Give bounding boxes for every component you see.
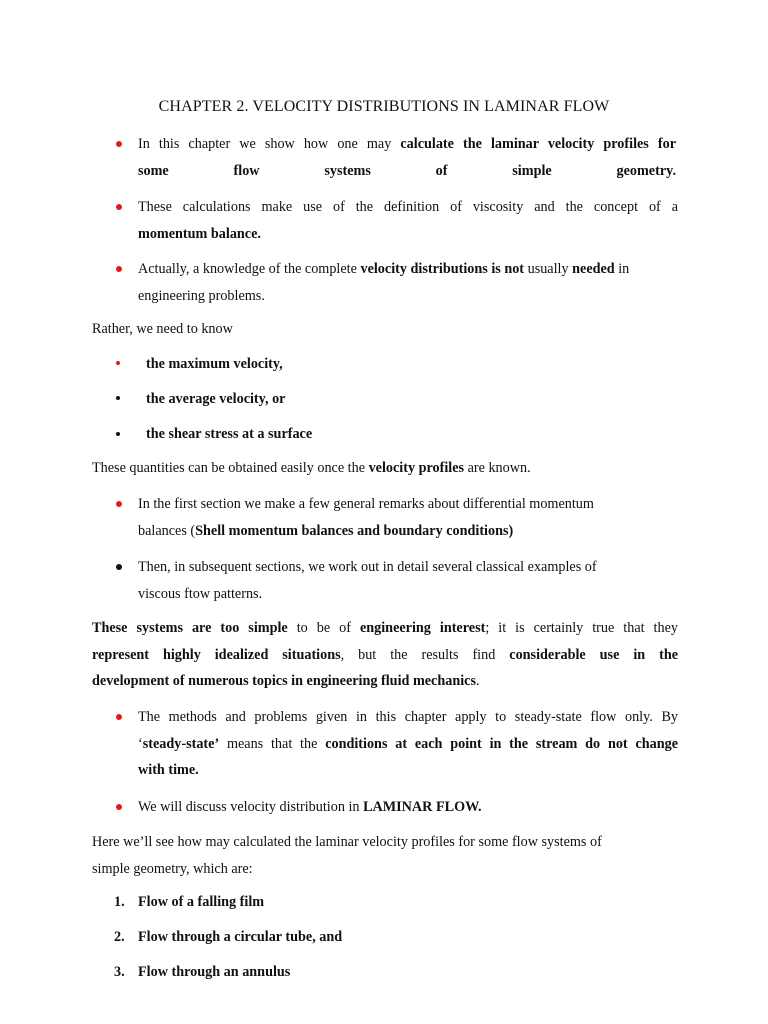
bullet-dot <box>116 714 122 720</box>
intro-bullet-2 <box>138 194 678 247</box>
bold-run: conditions at each point in the stream do not change <box>325 735 679 752</box>
bold-run: engineering interest <box>359 620 486 636</box>
text-run: viscous ftow patterns. <box>138 585 263 602</box>
text-run: Actually, a knowledge of the complete <box>138 261 361 277</box>
bold-run: with time. <box>138 762 199 778</box>
bold-run: represent highly idealized situations <box>92 646 341 663</box>
section-bullet-1 <box>138 491 678 544</box>
know-item-3: the shear stress at a surface <box>146 426 313 442</box>
bullet-dot <box>116 361 120 365</box>
methods-bullet <box>138 704 678 784</box>
bullet-dot <box>116 204 122 210</box>
bold-run: These systems are too simple <box>92 620 288 636</box>
text-run: These calculations make use of the definition of viscosity and the concept of a <box>138 199 678 215</box>
systems-paragraph <box>92 615 678 695</box>
text-run: , but the results find <box>340 646 510 663</box>
text-run: ; it is certainly true that they <box>485 620 678 636</box>
bullet-dot <box>116 266 122 272</box>
page-title: CHAPTER 2. VELOCITY DISTRIBUTIONS IN LAMINAR FLOW <box>158 98 610 115</box>
list-number: 3. <box>114 964 125 980</box>
bold-run: velocity distributions is not <box>360 261 525 277</box>
bold-run: needed <box>572 261 615 277</box>
numbered-item-3: Flow through an annulus <box>138 964 291 980</box>
bullet-dot <box>116 396 120 400</box>
bullet-dot <box>116 432 120 436</box>
intro-bullet-1 <box>138 131 676 184</box>
text-run: These quantities can be obtained easily once the <box>92 460 369 476</box>
laminar-bullet <box>138 794 482 821</box>
bold-run: velocity profiles <box>368 460 465 476</box>
bold-run: development of numerous topics in engineering fluid mechanics <box>92 673 476 689</box>
text-run: are known. <box>464 460 531 476</box>
numbered-item-1: Flow of a falling film <box>138 894 265 910</box>
bold-run: calculate the laminar velocity profiles for <box>400 136 677 152</box>
text-run: simple geometry, which are: <box>92 860 253 877</box>
text-run: in <box>614 261 630 277</box>
text-run: balances ( <box>138 522 196 539</box>
rather-line: Rather, we need to know <box>92 321 233 337</box>
text-run: to be of <box>287 620 360 636</box>
bold-run: steady-state’ <box>142 735 220 752</box>
text-run: means that the <box>219 735 326 752</box>
bold-run: LAMINAR FLOW. <box>363 799 482 815</box>
bullet-dot <box>116 501 122 507</box>
text-run: Here we’ll see how may calculated the laminar velocity profiles for some flow systems of <box>92 834 602 850</box>
text-run: We will discuss velocity distribution in <box>138 799 364 815</box>
bullet-dot <box>116 804 122 810</box>
intro-bullet-3 <box>138 256 678 309</box>
text-run: The methods and problems given in this chapter apply to steady-state flow only. By <box>138 709 678 725</box>
know-item-1: the maximum velocity, <box>146 356 283 372</box>
text-run: Then, in subsequent sections, we work out in detail several classical examples of <box>138 559 597 575</box>
quantities-line <box>92 455 531 482</box>
numbered-item-2: Flow through a circular tube, and <box>138 929 343 945</box>
text-run: . <box>476 673 480 689</box>
bullet-dot <box>116 141 122 147</box>
text-run: In this chapter we show how one may <box>138 136 401 152</box>
bold-run: Shell momentum balances and boundary conditions) <box>195 522 514 539</box>
text-run: ‘ <box>138 735 143 752</box>
section-bullet-2 <box>138 554 678 607</box>
text-run: usually <box>524 261 573 277</box>
text-run: In the first section we make a few general remarks about differential momentum <box>138 496 594 512</box>
bold-run: some flow systems of simple geometry. <box>138 162 676 179</box>
bold-run: considerable use in the <box>509 646 679 663</box>
here-paragraph <box>92 829 678 882</box>
know-item-2: the average velocity, or <box>146 391 286 407</box>
bold-run: momentum balance. <box>138 225 261 242</box>
list-number: 1. <box>114 894 125 910</box>
bullet-dot <box>116 564 122 570</box>
list-number: 2. <box>114 929 125 945</box>
text-run: engineering problems. <box>138 287 265 304</box>
